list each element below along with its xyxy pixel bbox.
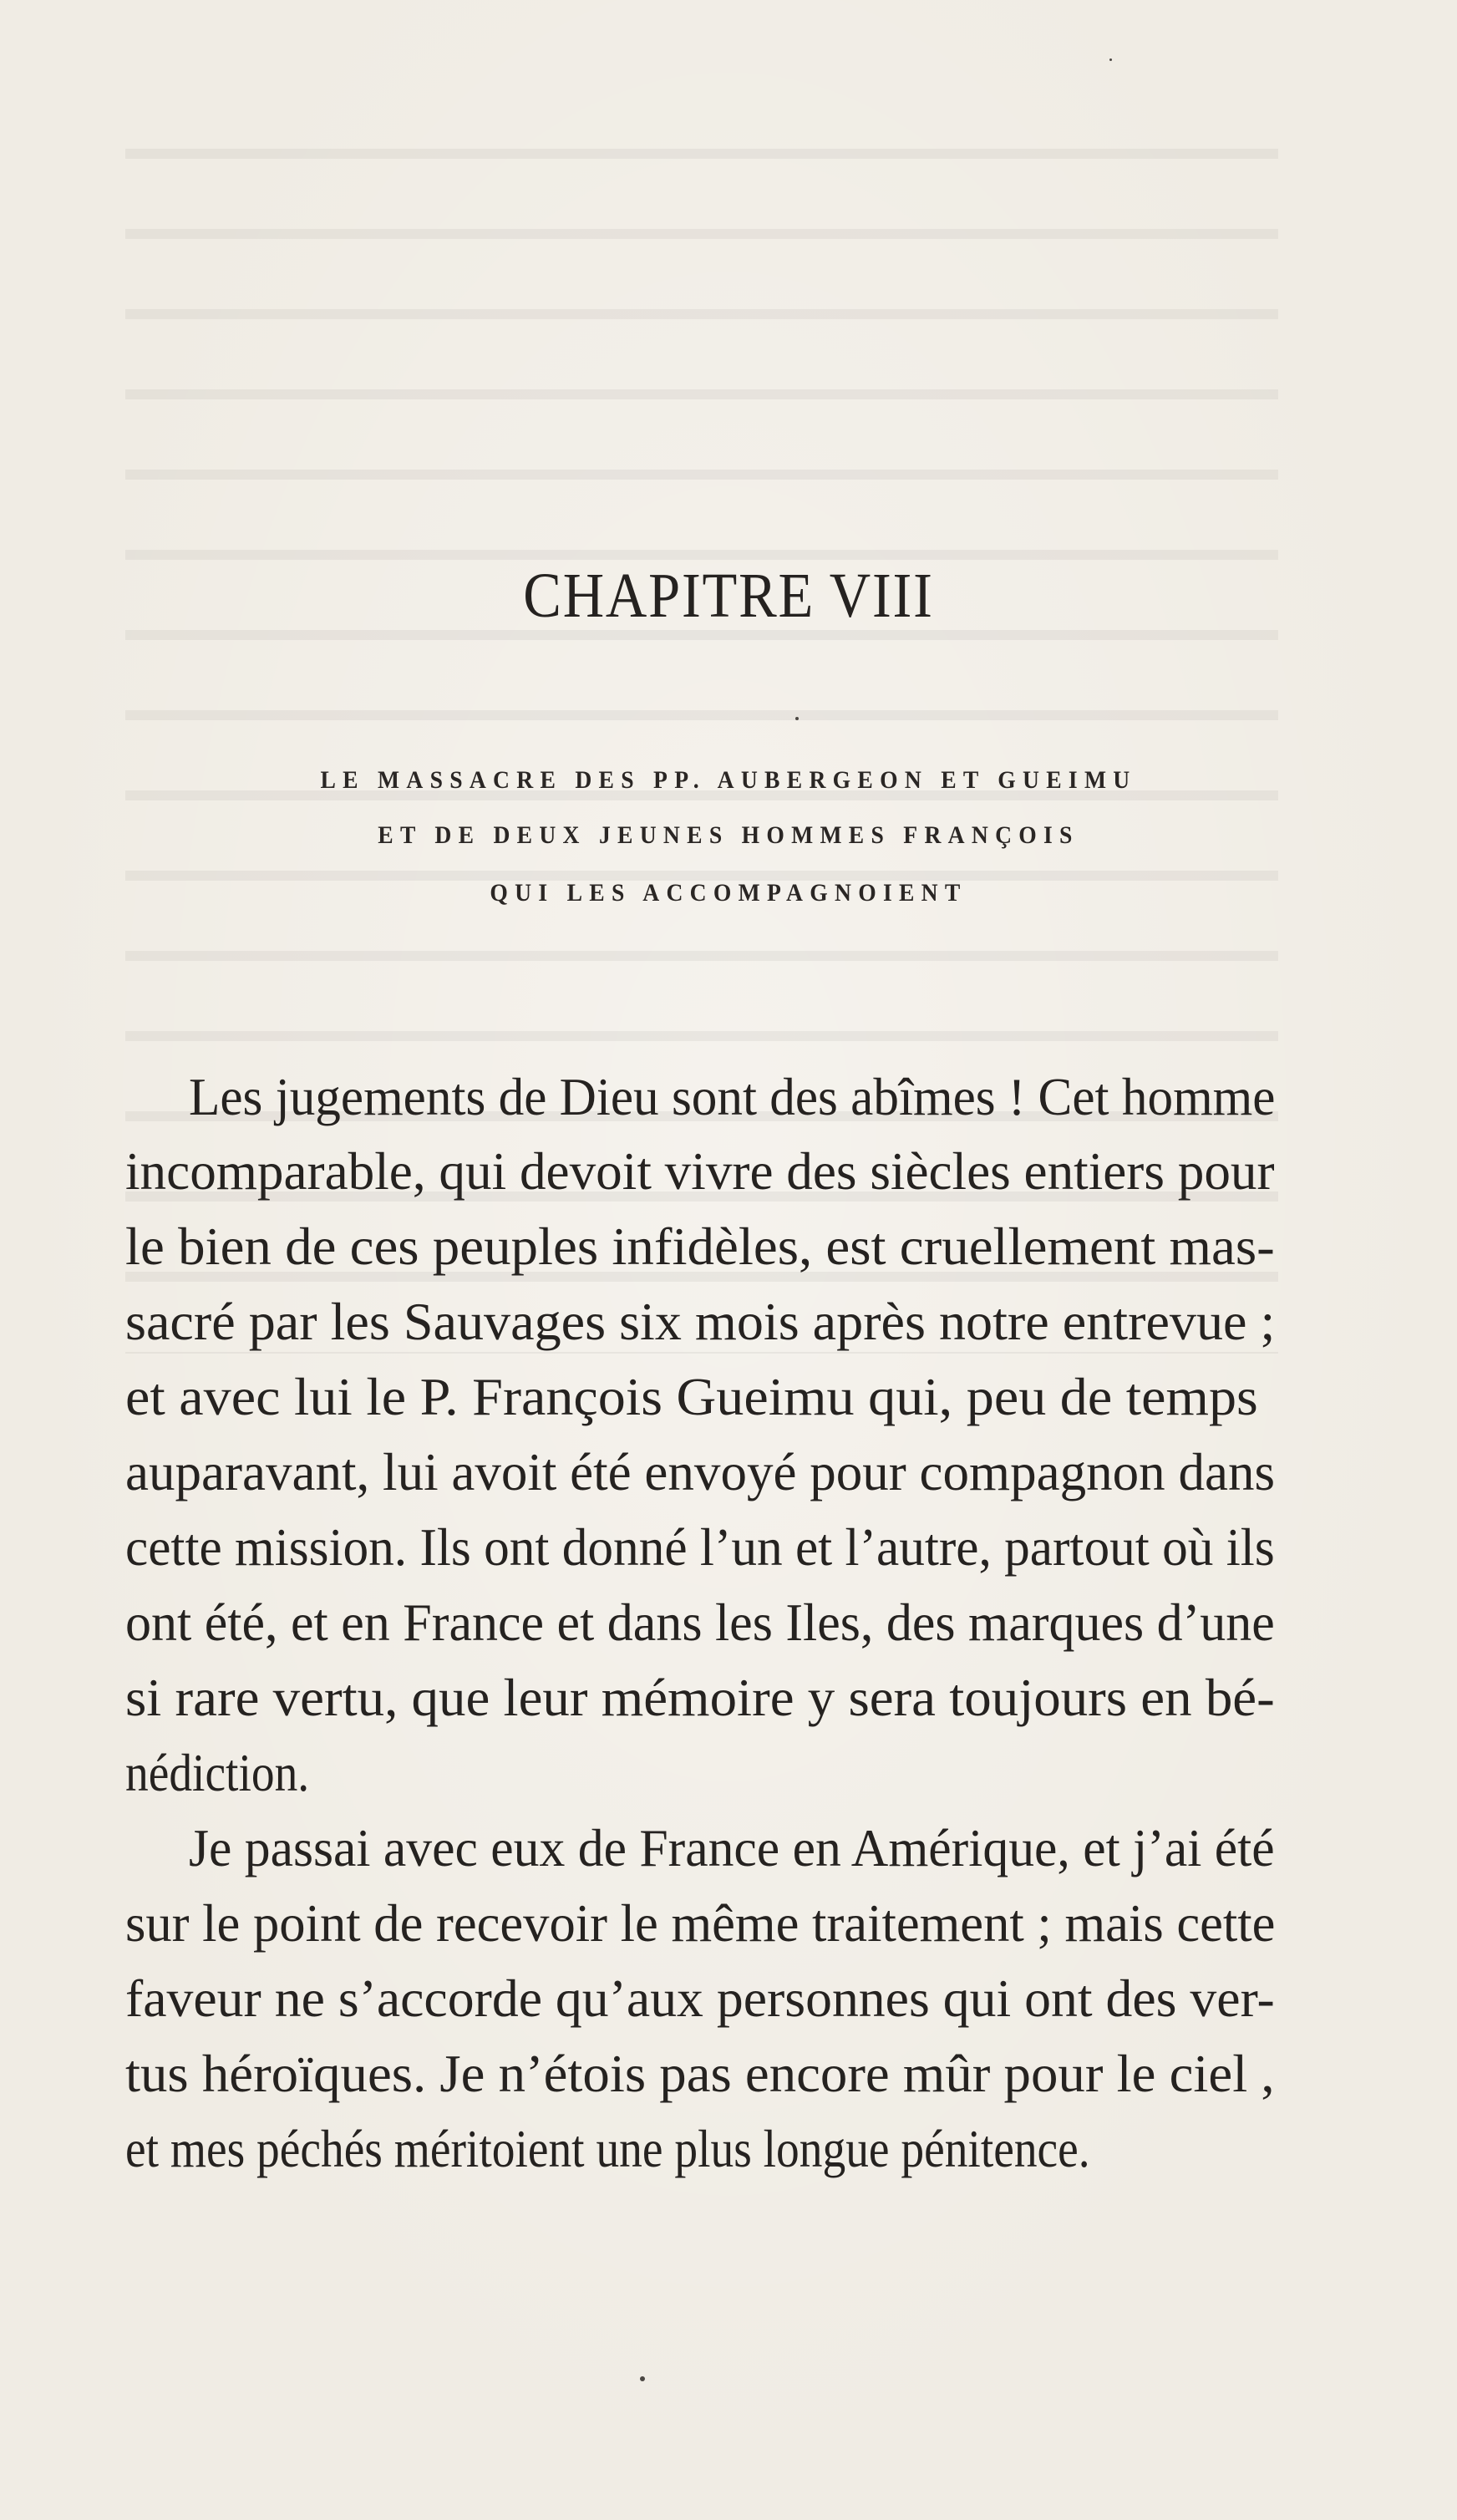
- text-line: ont été, et en France et dans les Iles, des marques d’une: [125, 1593, 1275, 1652]
- ink-speck: [1109, 58, 1112, 61]
- ink-speck: [795, 717, 799, 720]
- text-line: et mes péchés méritoient une plus longue pénitence.: [125, 2120, 1090, 2178]
- text-line: et avec lui le P. François Gueimu qui, peu de temps: [125, 1368, 1258, 1426]
- text-line: sur le point de recevoir le même traitement ; mais cette: [125, 1894, 1276, 1953]
- text-line: sacré par les Sauvages six mois après notre entrevue ;: [125, 1293, 1276, 1351]
- chapter-subtitle-line-1: LE MASSACRE DES PP. AUBERGEON ET GUEIMU: [320, 766, 1137, 794]
- text-line: si rare vertu, que leur mémoire y sera toujours en bé-: [125, 1669, 1275, 1727]
- text-line: faveur ne s’accorde qu’aux personnes qui ont des ver-: [125, 1969, 1275, 2028]
- chapter-subtitle-line-2: ET DE DEUX JEUNES HOMMES FRANÇOIS: [378, 821, 1079, 849]
- text-line: auparavant, lui avoit été envoyé pour compagnon dans: [125, 1443, 1276, 1501]
- text-line: nédiction.: [125, 1744, 310, 1802]
- ink-speck: [640, 2376, 645, 2381]
- chapter-subtitle-line-3: QUI LES ACCOMPAGNOIENT: [490, 879, 967, 907]
- text-line: Je passai avec eux de France en Amérique, et j’ai été: [189, 1819, 1275, 1877]
- text-line: cette mission. Ils ont donné l’un et l’autre, partout où ils: [125, 1518, 1275, 1577]
- text-line: le bien de ces peuples infidèles, est cruellement mas-: [125, 1217, 1275, 1276]
- chapter-title: CHAPITRE VIII: [523, 561, 934, 631]
- text-line: incomparable, qui devoit vivre des siècles entiers pour: [125, 1142, 1275, 1201]
- text-line: tus héroïques. Je n’étois pas encore mûr pour le ciel ,: [125, 2045, 1275, 2103]
- text-line: Les jugements de Dieu sont des abîmes ! Cet homme: [189, 1068, 1276, 1126]
